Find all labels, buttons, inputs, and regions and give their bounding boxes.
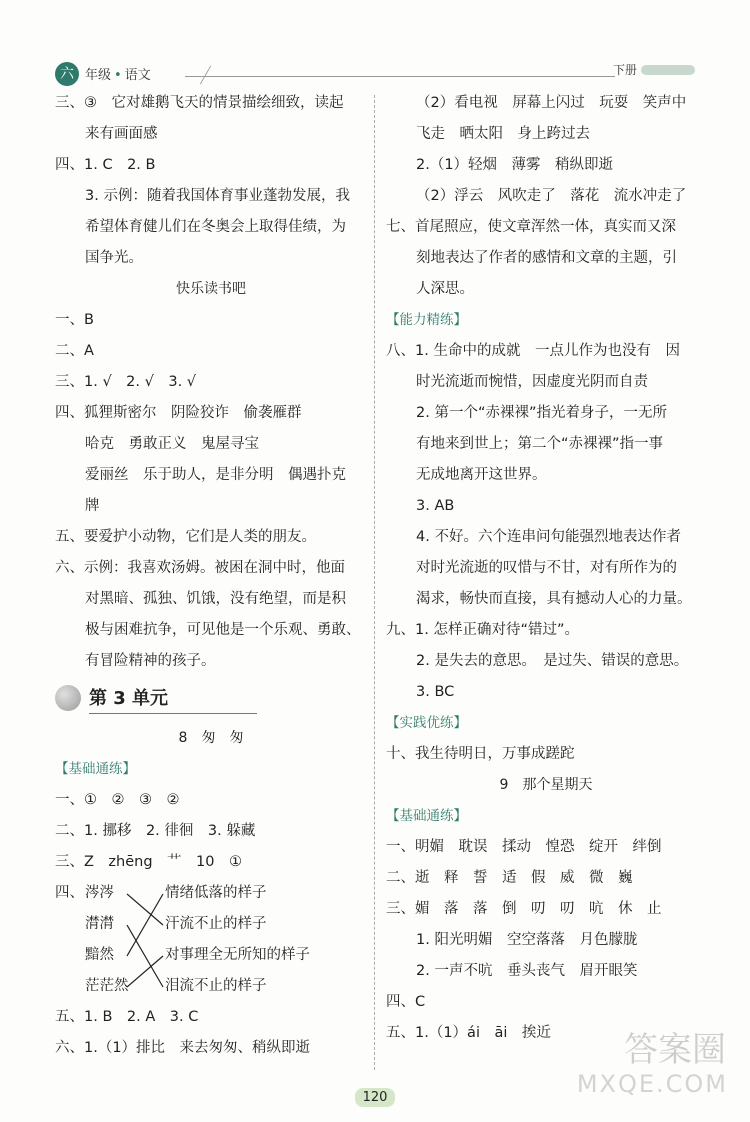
- answer-line: 八、1. 生命中的成就 一点儿作为也没有 因: [386, 343, 680, 359]
- matching-word: 涔涔: [85, 885, 114, 901]
- answer-line: 一、B: [55, 312, 94, 328]
- answer-line: 二、1. 挪移 2. 徘徊 3. 躲藏: [55, 823, 256, 839]
- matching-meaning: 泪流不止的样子: [165, 978, 267, 994]
- answer-line: 六、示例：我喜欢汤姆。被困在洞中时，他面: [55, 560, 345, 576]
- answer-line: 有冒险精神的孩子。: [85, 653, 216, 669]
- header-slash: [200, 66, 225, 84]
- answer-line: 极与困难抗争，可见他是一个乐观、勇敢、: [85, 622, 361, 638]
- answer-line: 一、明媚 耽误 揉动 惶恐 绽开 绊倒: [386, 839, 662, 855]
- answer-line: 五、1.（1）ái āi 挨近: [386, 1025, 551, 1041]
- matching-word: 潸潸: [85, 916, 114, 932]
- answer-line: 2.（1）轻烟 薄雾 稍纵即逝: [416, 157, 614, 173]
- matching-word: 黯然: [85, 947, 114, 963]
- answer-line: 无成地离开这世界。: [416, 467, 547, 483]
- matching-link: [127, 956, 163, 987]
- answer-line: 一、① ② ③ ②: [55, 792, 180, 808]
- answer-line: 四、1. C 2. B: [55, 157, 156, 173]
- answer-line: 五、要爱护小动物，它们是人类的朋友。: [55, 529, 316, 545]
- answer-line: 四、C: [386, 994, 426, 1010]
- answer-line: 3. AB: [416, 498, 455, 514]
- answer-line: 人深思。: [416, 281, 474, 297]
- unit-rule: [89, 713, 257, 714]
- matching-exercise: [55, 878, 367, 1002]
- answer-line: 希望体育健儿们在冬奥会上取得佳绩，为: [85, 219, 346, 235]
- matching-link: [127, 894, 163, 925]
- answer-line: 二、A: [55, 343, 94, 359]
- matching-link: [127, 894, 163, 956]
- answer-line: 4. 不好。六个连串问句能强烈地表达作者: [416, 529, 681, 545]
- dot-separator: •: [114, 68, 122, 83]
- page-number-text: 120: [355, 1088, 396, 1107]
- matching-row: [55, 940, 355, 971]
- answer-line: 【基础通练】: [55, 761, 136, 777]
- answer-line: 三、1. √ 2. √ 3. √: [55, 374, 197, 390]
- left-answer-block-2: [55, 754, 367, 878]
- answer-line: 时光流逝而惋惜，因虚度光阴而自责: [416, 374, 648, 390]
- answer-line: 哈克 勇敢正义 鬼屋寻宝: [85, 436, 259, 452]
- matching-meaning: 汗流不止的样子: [165, 916, 267, 932]
- answer-line: 三、媚 落 落 倒 叨 叨 吭 休 止: [386, 901, 662, 917]
- answer-line: 三、Z zhēng 艹 10 ①: [55, 854, 242, 870]
- matching-row: [55, 971, 355, 1002]
- answer-line: 【能力精练】: [386, 312, 467, 328]
- answer-line: 牌: [85, 498, 100, 514]
- answer-line: 来有画面感: [85, 126, 158, 142]
- answer-line: 二、逝 释 誓 适 假 威 微 巍: [386, 870, 633, 886]
- answer-line: 【基础通练】: [386, 808, 467, 824]
- answer-line: 爱丽丝 乐于助人，是非分明 偶遇扑克: [85, 467, 346, 483]
- answer-line: 三、③ 它对雄鹅飞天的情景描绘细致，读起: [55, 95, 344, 111]
- unit-bullet-icon: [55, 685, 81, 711]
- answer-line: 1. 阳光明媚 空空落落 月色朦胧: [416, 932, 638, 948]
- subject-label: 语文: [124, 68, 151, 83]
- answer-line: 有地来到世上；第二个“赤裸裸”指一事: [416, 436, 664, 452]
- answer-line: 3. 示例：随着我国体育事业蓬勃发展，我: [85, 188, 350, 204]
- answer-line: 2. 一声不吭 垂头丧气 眉开眼笑: [416, 963, 638, 979]
- answer-line: 9 那个星期天: [499, 777, 593, 793]
- header-subject: [85, 64, 151, 83]
- watermark-title: 答案圈: [624, 1030, 726, 1070]
- answer-line: 六、1.（1）排比 来去匆匆、稍纵即逝: [55, 1040, 311, 1056]
- answer-line: 九、1. 怎样正确对待“错过”。: [386, 622, 579, 638]
- header-rule: [185, 76, 615, 77]
- grade-badge: 六: [55, 62, 79, 86]
- watermark-url: MXQE.COM: [576, 1070, 728, 1098]
- answer-line: 刻地表达了作者的感情和文章的主题，引: [416, 250, 677, 266]
- answer-line: （2）看电视 屏幕上闪过 玩耍 笑声中: [416, 95, 687, 111]
- matching-prefix: 四、: [55, 885, 84, 901]
- matching-row: [55, 909, 355, 940]
- matching-meaning: 对事理全无所知的样子: [165, 947, 310, 963]
- volume-label: 下册: [612, 63, 637, 77]
- left-answer-block-3: [55, 1002, 367, 1064]
- right-column: [386, 88, 706, 1049]
- answer-line: 快乐读书吧: [176, 281, 246, 297]
- answer-line: 对时光流逝的叹惜与不甘，对有所作为的: [416, 560, 677, 576]
- answer-line: 渴求，畅快而直接，具有撼动人心的力量。: [416, 591, 692, 607]
- answer-line: 2. 第一个“赤裸裸”指光着身子，一无所: [416, 405, 667, 421]
- matching-word: 茫茫然: [85, 978, 129, 994]
- right-answer-block: [386, 88, 706, 1049]
- unit-heading: [55, 679, 367, 719]
- matching-meaning: 情绪低落的样子: [165, 885, 267, 901]
- unit-title: 第 3 单元: [89, 688, 169, 709]
- left-answer-block-1: [55, 88, 367, 677]
- lesson-title: 8 匆 匆: [178, 730, 244, 746]
- answer-line: 十、我生待明日，万事成蹉跎: [386, 746, 575, 762]
- matching-lines: [115, 878, 165, 1002]
- matching-link: [127, 925, 163, 987]
- answer-line: 【实践优练】: [386, 715, 467, 731]
- grade-label: 年级: [85, 68, 112, 83]
- answer-line: 国争光。: [85, 250, 143, 266]
- column-divider: [374, 95, 375, 1070]
- answer-line: （2）浮云 风吹走了 落花 流水冲走了: [416, 188, 687, 204]
- answer-line: 飞走 晒太阳 身上跨过去: [416, 126, 590, 142]
- series-logo: [641, 65, 695, 75]
- answer-line: 对黑暗、孤独、饥饿，没有绝望，而是积: [85, 591, 346, 607]
- answer-line: 四、狐狸斯密尔 阴险狡诈 偷袭雁群: [55, 405, 302, 421]
- answer-line: 五、1. B 2. A 3. C: [55, 1009, 199, 1025]
- page-header: [55, 58, 695, 88]
- left-column: [55, 88, 367, 1064]
- matching-row: [55, 878, 355, 909]
- watermark-logo: [566, 1022, 736, 1112]
- answer-line: 2. 是失去的意思。 是过失、错误的意思。: [416, 653, 689, 669]
- answer-line: 3. BC: [416, 684, 455, 700]
- answer-line: 七、首尾照应，使文章浑然一体，真实而又深: [386, 219, 676, 235]
